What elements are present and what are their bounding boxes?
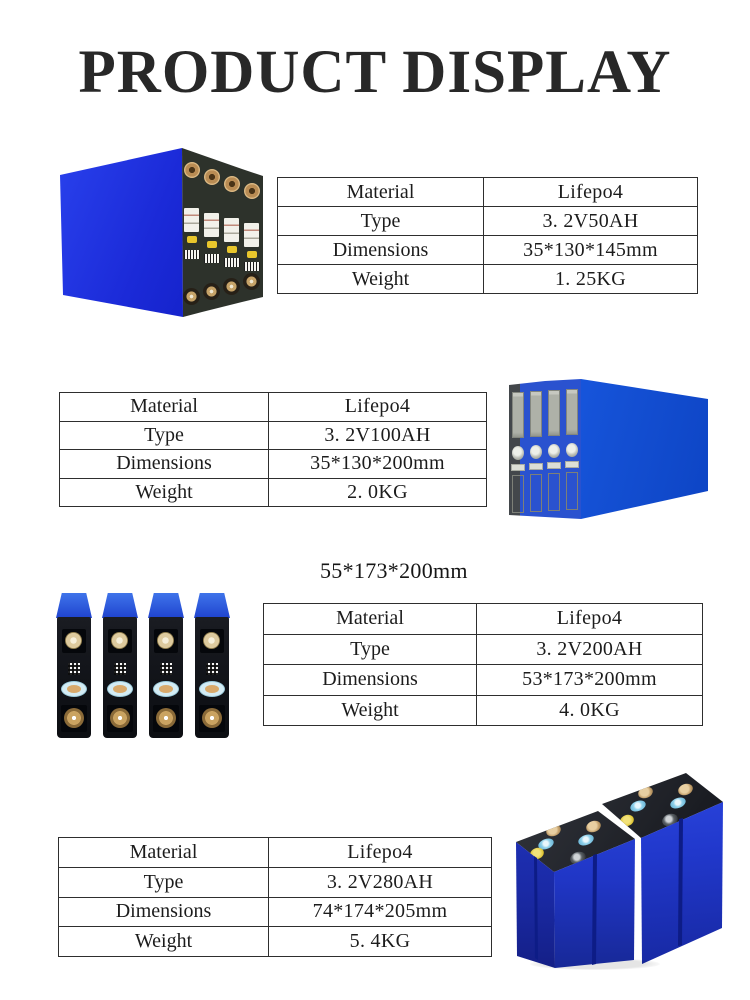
spec-label-material: Material	[59, 838, 269, 868]
battery-image-100ah	[505, 368, 710, 528]
terminal-icon	[203, 632, 220, 649]
terminal-icon	[677, 782, 695, 798]
cell-front-face	[149, 617, 183, 738]
spec-value-material: Lifepo4	[477, 604, 703, 635]
spec-label-type: Type	[60, 421, 269, 450]
spec-label-weight: Weight	[278, 265, 484, 294]
spec-value-type: 3. 2V280AH	[269, 867, 492, 897]
vent-core	[113, 685, 127, 693]
cell-front-face	[195, 617, 229, 738]
vent-core	[159, 685, 173, 693]
spec-table-280ah	[58, 837, 492, 957]
cell-label	[566, 389, 578, 435]
terminal-recess	[107, 705, 133, 732]
spec-label-weight: Weight	[60, 478, 269, 507]
table-row	[60, 450, 487, 479]
terminal-icon	[65, 632, 82, 649]
table-row	[60, 478, 487, 507]
table-row	[59, 867, 492, 897]
spec-value-weight: 4. 0KG	[477, 695, 703, 726]
vent-sticker-icon	[107, 681, 133, 697]
vent-sticker-icon	[207, 241, 217, 248]
cell-label	[184, 208, 199, 232]
vent-sticker-icon	[153, 681, 179, 697]
table-row	[278, 178, 698, 207]
page-title: PRODUCT DISPLAY	[78, 39, 672, 106]
cell-label	[511, 464, 525, 471]
table-row	[59, 897, 492, 927]
cell-label	[547, 462, 561, 469]
cell-top-face	[56, 593, 92, 618]
spec-value-type: 3. 2V100AH	[269, 421, 487, 450]
spec-label-dimensions: Dimensions	[59, 897, 269, 927]
terminal-recess	[62, 629, 86, 653]
spec-value-type: 3. 2V200AH	[477, 634, 703, 665]
terminal-icon	[203, 283, 220, 300]
spec-table-200ah	[263, 603, 703, 726]
table-row	[59, 927, 492, 957]
spec-label-type: Type	[264, 634, 477, 665]
spec-label-dimensions: Dimensions	[264, 665, 477, 696]
terminal-recess	[108, 629, 132, 653]
terminal-icon	[545, 823, 563, 839]
spec-value-type: 3. 2V50AH	[484, 207, 698, 236]
qr-code-icon	[114, 663, 126, 675]
spec-label-type: Type	[278, 207, 484, 236]
spec-value-weight: 1. 25KG	[484, 265, 698, 294]
table-row	[278, 236, 698, 265]
table-row	[264, 695, 703, 726]
vent-core	[205, 685, 219, 693]
cell-label	[530, 391, 542, 437]
terminal-icon	[64, 708, 84, 728]
vent-sticker-icon	[187, 236, 197, 243]
battery-cell	[193, 590, 231, 742]
battery-image-280ah	[510, 768, 750, 970]
cell-label	[565, 461, 579, 468]
spec-label-dimensions: Dimensions	[60, 450, 269, 479]
terminal-recess	[154, 629, 178, 653]
terminal-icon	[618, 813, 635, 828]
terminal-icon	[111, 632, 128, 649]
vent-sticker-icon	[247, 251, 257, 258]
terminal-icon	[244, 183, 260, 199]
table-row	[278, 207, 698, 236]
spec-label-type: Type	[59, 867, 269, 897]
cell-label	[512, 392, 524, 438]
table-row	[59, 838, 492, 868]
vent-icon	[512, 446, 524, 460]
cell-label	[530, 474, 542, 512]
cell-label	[548, 473, 560, 511]
table-row	[278, 265, 698, 294]
spec-label-material: Material	[278, 178, 484, 207]
table-row	[60, 393, 487, 422]
cell-label	[548, 390, 560, 436]
qr-code-icon	[160, 663, 172, 675]
terminal-icon	[110, 708, 130, 728]
terminal-icon	[184, 162, 200, 178]
table-row	[60, 421, 487, 450]
vent-core	[67, 685, 81, 693]
dimension-note: 55*173*200mm	[320, 558, 468, 583]
vent-sticker-icon	[61, 681, 87, 697]
terminal-icon	[183, 288, 200, 305]
terminal-icon	[156, 708, 176, 728]
terminal-icon	[157, 632, 174, 649]
vent-sticker-icon	[577, 832, 596, 847]
terminal-icon	[243, 273, 260, 290]
spec-table-100ah	[59, 392, 487, 507]
spec-value-weight: 2. 0KG	[269, 478, 487, 507]
vent-sticker-icon	[669, 795, 688, 810]
table-row	[264, 634, 703, 665]
battery-image-50ah	[45, 138, 267, 334]
battery-image-200ah	[55, 590, 231, 742]
terminal-icon	[585, 819, 603, 835]
cell-label	[204, 213, 219, 237]
barcode-icon	[184, 250, 200, 259]
spec-value-material: Lifepo4	[269, 393, 487, 422]
spec-label-weight: Weight	[264, 695, 477, 726]
spec-value-dimensions: 74*174*205mm	[269, 897, 492, 927]
cell-label	[224, 218, 239, 242]
cell-top-face	[194, 593, 230, 618]
cell-label	[244, 223, 259, 247]
terminal-icon	[224, 176, 240, 192]
terminal-recess	[199, 705, 225, 732]
vent-sticker-icon	[199, 681, 225, 697]
terminal-icon	[204, 169, 220, 185]
cell-front-face	[57, 617, 91, 738]
spec-label-weight: Weight	[59, 927, 269, 957]
spec-label-material: Material	[264, 604, 477, 635]
spec-value-dimensions: 35*130*145mm	[484, 236, 698, 265]
spec-table-50ah	[277, 177, 698, 294]
terminal-recess	[153, 705, 179, 732]
battery-cell	[101, 590, 139, 742]
cell-top-face	[102, 593, 138, 618]
terminal-recess	[61, 705, 87, 732]
spec-value-dimensions: 35*130*200mm	[269, 450, 487, 479]
vent-icon	[548, 444, 560, 458]
vent-icon	[530, 445, 542, 459]
vent-sticker-icon	[629, 798, 648, 813]
spec-value-material: Lifepo4	[269, 838, 492, 868]
spec-value-dimensions: 53*173*200mm	[477, 665, 703, 696]
table-row	[264, 604, 703, 635]
terminal-recess	[200, 629, 224, 653]
vent-icon	[566, 443, 578, 457]
qr-code-icon	[206, 663, 218, 675]
barcode-icon	[224, 258, 240, 267]
battery-cell	[147, 590, 185, 742]
battery-cell	[55, 590, 93, 742]
spec-label-material: Material	[60, 393, 269, 422]
terminal-icon	[223, 278, 240, 295]
spec-label-dimensions: Dimensions	[278, 236, 484, 265]
spec-value-weight: 5. 4KG	[269, 927, 492, 957]
cell-top-face	[148, 593, 184, 618]
cell-label	[566, 472, 578, 510]
table-row	[264, 665, 703, 696]
cell-front-face	[103, 617, 137, 738]
spec-value-material: Lifepo4	[484, 178, 698, 207]
vent-sticker-icon	[227, 246, 237, 253]
cell-label	[529, 463, 543, 470]
barcode-icon	[244, 262, 260, 271]
terminal-icon	[637, 785, 655, 801]
terminal-icon	[202, 708, 222, 728]
cell-label	[512, 475, 524, 513]
barcode-icon	[204, 254, 220, 263]
qr-code-icon	[68, 663, 80, 675]
